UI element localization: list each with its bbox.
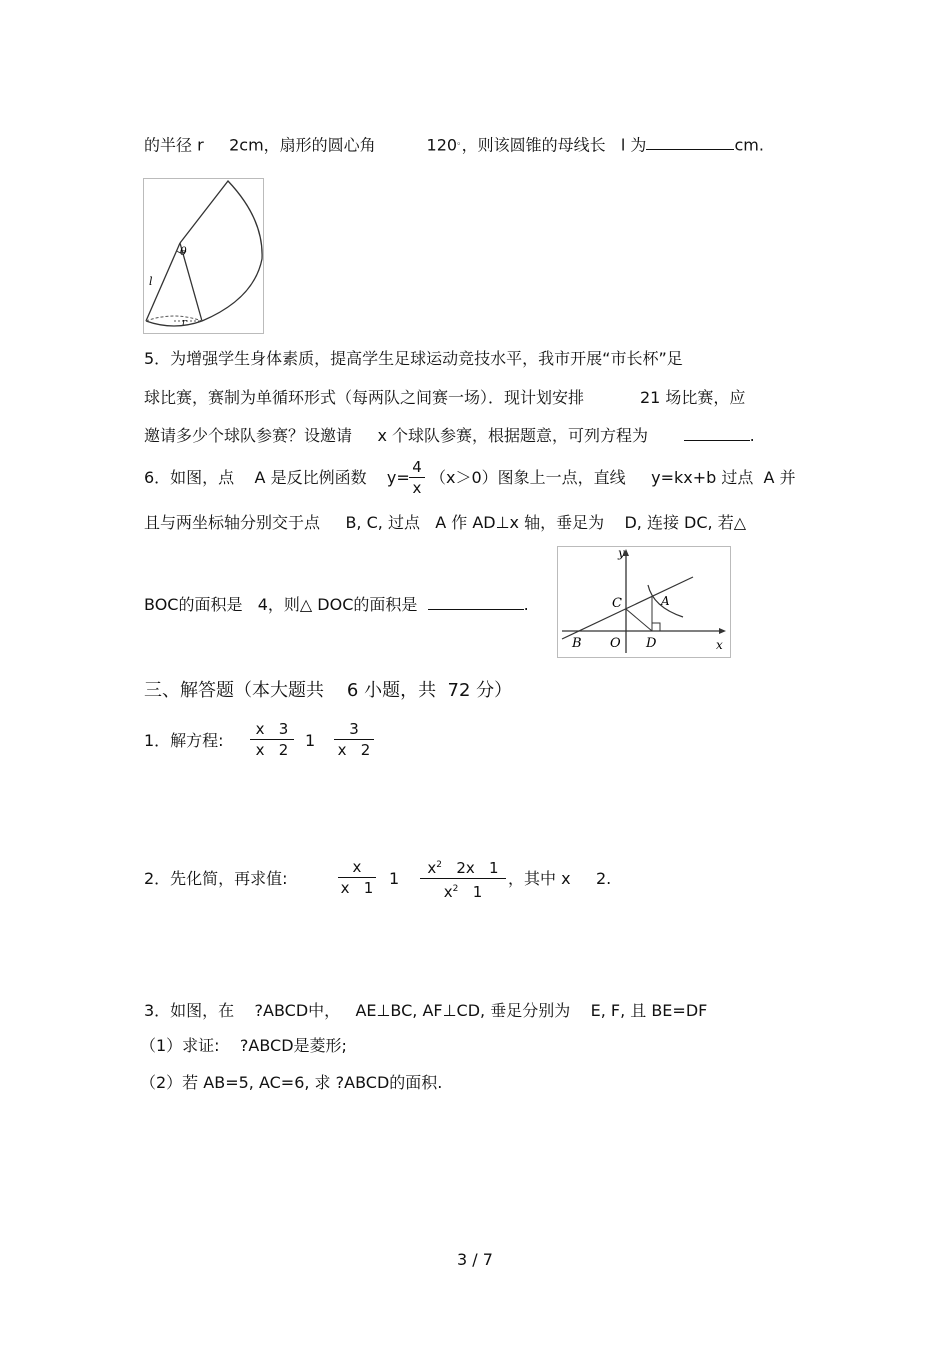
answer-blank [684, 424, 750, 441]
point-a-label: A [661, 594, 670, 608]
numerator: 4 [412, 458, 422, 476]
q5-line2 [144, 387, 745, 409]
p3-line1 [144, 1000, 707, 1022]
text: 72 分） [447, 680, 513, 701]
text: 2cm，扇形的圆心角 [229, 135, 376, 155]
p2-fraction-left [338, 858, 376, 897]
text: 球比赛，赛制为单循环形式（每两队之间赛一场）．现计划安排 [144, 388, 585, 407]
x-axis-label: x [716, 638, 723, 652]
text: B, C, 过点 [345, 513, 420, 532]
text: A 是反比例函数 [254, 468, 367, 487]
text: y=kx+b 过点 [651, 468, 754, 487]
point-c-label: C [612, 596, 622, 611]
angle-value: 120 [426, 135, 458, 155]
answer-blank [428, 593, 524, 610]
p1-fraction-right [334, 720, 374, 759]
q6-line1-b [430, 468, 796, 488]
text: 邀请多少个球队参赛？设邀请 [144, 426, 353, 445]
q6-line1-a [144, 468, 410, 488]
text: x 个球队参赛，根据题意，可列方程为 [377, 426, 649, 445]
unit: cm. [734, 135, 764, 155]
text: （2）若 AB=5, AC=6, 求 [140, 1073, 331, 1092]
text: 三、解答题（本大题共 [144, 680, 324, 701]
graph-diagram [558, 547, 730, 657]
fraction-4-over-x [409, 458, 425, 497]
graph-figure [557, 546, 731, 658]
text: 1 [472, 883, 483, 901]
text: 且与两坐标轴分别交于点 [144, 513, 321, 532]
text: 2x 1 [456, 859, 499, 877]
p1-fraction-left [250, 720, 294, 759]
q6-line2 [144, 512, 746, 534]
text: （x＞0）图象上一点，直线 [430, 468, 626, 487]
p1-label: 1．解方程: [144, 731, 224, 750]
p1-one: 1 [305, 731, 316, 750]
text: 21 场比赛，应 [639, 388, 746, 407]
p2-one: 1 [389, 869, 400, 888]
text: E, F, 且 BE=DF [590, 1001, 708, 1020]
text: （1）求证: [140, 1036, 220, 1055]
point-d-label: D [646, 636, 657, 651]
numerator: x 3 [255, 720, 289, 738]
exponent: 2 [452, 884, 459, 894]
text: ?ABCD中， [254, 1001, 341, 1020]
section-heading [144, 680, 512, 702]
denominator: x 1 [340, 879, 374, 897]
p2-fraction-right [420, 856, 506, 901]
cone-diagram [144, 179, 263, 333]
q6-line3 [144, 593, 529, 616]
text: x [427, 859, 437, 877]
numerator: x [352, 858, 362, 876]
answer-blank [646, 133, 734, 150]
q5-line1 [144, 348, 683, 370]
p2-label: 2．先化简，再求值: [144, 869, 288, 888]
text: 的半径 r [144, 135, 204, 155]
denominator: x [412, 479, 422, 497]
denominator: x 2 [255, 741, 289, 759]
y-axis-label: y [618, 547, 625, 560]
text: A 作 AD⊥x 轴，垂足为 [435, 513, 605, 532]
degree-mark: 。 [457, 137, 462, 147]
l-label: l [149, 275, 153, 288]
text: ?ABCD的面积. [335, 1073, 443, 1092]
text: ，其中 x [508, 869, 571, 888]
text: x [443, 883, 453, 901]
text: 6．如图，点 [144, 468, 235, 487]
text: A 并 [763, 468, 796, 487]
numerator [420, 856, 506, 877]
text: D, 连接 DC, 若△ [624, 513, 747, 532]
q5-line3 [144, 424, 755, 447]
p3-line2 [140, 1036, 347, 1056]
denominator [420, 880, 506, 901]
text: ，则该圆锥的母线长 [461, 135, 606, 155]
text: ?ABCD是菱形; [239, 1036, 347, 1055]
numerator: 3 [349, 720, 359, 738]
text: l 为 [620, 135, 647, 155]
text: 6 小题，共 [346, 680, 437, 701]
text: . [523, 595, 529, 614]
exponent: 2 [436, 860, 443, 870]
text: 5．为增强学生身体素质，提高学生足球运动竞技水平，我市开展“市长杯”足 [144, 349, 683, 368]
point-o-label: O [610, 636, 621, 651]
text: . [749, 426, 755, 445]
denominator: x 2 [337, 741, 371, 759]
theta-label: θ [180, 245, 187, 258]
cone-figure [143, 178, 264, 334]
text: 4，则△ DOC的面积是 [257, 595, 418, 614]
text: BOC的面积是 [144, 595, 243, 614]
text: 3．如图，在 [144, 1001, 235, 1020]
r-label: r [182, 318, 187, 328]
p2-tail [508, 869, 611, 889]
radius-line [144, 131, 764, 156]
p3-line3 [140, 1073, 442, 1093]
page-number: 3 / 7 [457, 1250, 493, 1269]
text: AE⊥BC, AF⊥CD, 垂足分别为 [355, 1001, 571, 1020]
text: 2. [596, 869, 612, 888]
point-b-label: B [572, 636, 582, 651]
text: y= [386, 468, 410, 487]
